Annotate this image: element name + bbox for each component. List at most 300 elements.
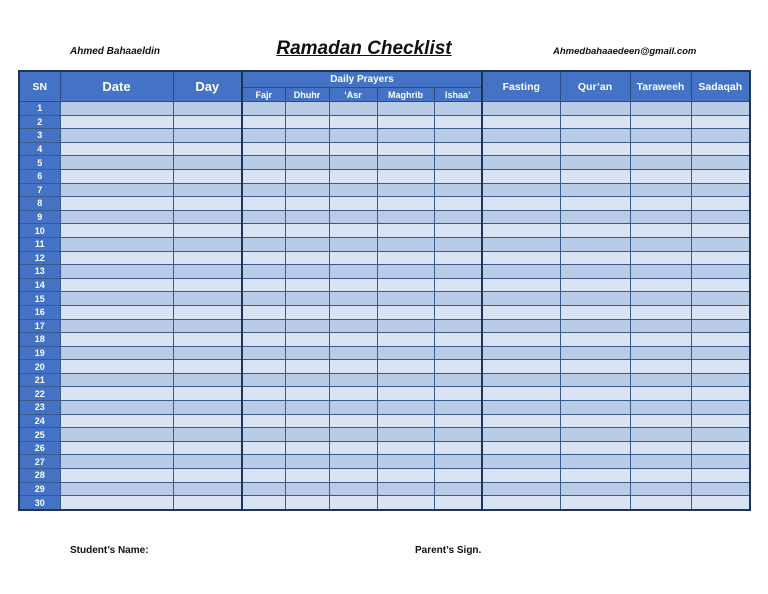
cell-fajr[interactable] [242, 360, 285, 374]
cell-date[interactable] [60, 237, 173, 251]
cell-maghrib[interactable] [377, 237, 434, 251]
cell-sadaqah[interactable] [691, 142, 750, 156]
cell-date[interactable] [60, 496, 173, 510]
cell-asr[interactable] [329, 319, 377, 333]
cell-fasting[interactable] [482, 401, 560, 415]
cell-dhuhr[interactable] [285, 129, 329, 143]
cell-day[interactable] [173, 237, 242, 251]
cell-dhuhr[interactable] [285, 496, 329, 510]
cell-maghrib[interactable] [377, 292, 434, 306]
cell-day[interactable] [173, 169, 242, 183]
cell-taraweeh[interactable] [630, 346, 691, 360]
cell-fasting[interactable] [482, 197, 560, 211]
cell-dhuhr[interactable] [285, 360, 329, 374]
cell-asr[interactable] [329, 251, 377, 265]
cell-asr[interactable] [329, 129, 377, 143]
cell-asr[interactable] [329, 428, 377, 442]
cell-quran[interactable] [560, 292, 630, 306]
cell-date[interactable] [60, 183, 173, 197]
cell-asr[interactable] [329, 183, 377, 197]
cell-day[interactable] [173, 346, 242, 360]
cell-maghrib[interactable] [377, 210, 434, 224]
cell-asr[interactable] [329, 496, 377, 510]
cell-maghrib[interactable] [377, 183, 434, 197]
cell-asr[interactable] [329, 401, 377, 415]
cell-date[interactable] [60, 278, 173, 292]
cell-date[interactable] [60, 142, 173, 156]
cell-quran[interactable] [560, 129, 630, 143]
cell-date[interactable] [60, 428, 173, 442]
cell-dhuhr[interactable] [285, 115, 329, 129]
cell-fajr[interactable] [242, 441, 285, 455]
cell-fajr[interactable] [242, 428, 285, 442]
cell-fajr[interactable] [242, 496, 285, 510]
cell-sadaqah[interactable] [691, 428, 750, 442]
cell-fasting[interactable] [482, 183, 560, 197]
cell-quran[interactable] [560, 496, 630, 510]
cell-quran[interactable] [560, 183, 630, 197]
cell-maghrib[interactable] [377, 401, 434, 415]
cell-maghrib[interactable] [377, 482, 434, 496]
cell-fajr[interactable] [242, 305, 285, 319]
cell-dhuhr[interactable] [285, 387, 329, 401]
cell-taraweeh[interactable] [630, 428, 691, 442]
cell-sadaqah[interactable] [691, 278, 750, 292]
cell-dhuhr[interactable] [285, 251, 329, 265]
cell-taraweeh[interactable] [630, 183, 691, 197]
cell-quran[interactable] [560, 305, 630, 319]
cell-asr[interactable] [329, 292, 377, 306]
cell-sadaqah[interactable] [691, 210, 750, 224]
cell-dhuhr[interactable] [285, 210, 329, 224]
cell-taraweeh[interactable] [630, 469, 691, 483]
cell-sadaqah[interactable] [691, 373, 750, 387]
cell-day[interactable] [173, 387, 242, 401]
cell-dhuhr[interactable] [285, 428, 329, 442]
cell-taraweeh[interactable] [630, 333, 691, 347]
cell-sadaqah[interactable] [691, 237, 750, 251]
cell-maghrib[interactable] [377, 319, 434, 333]
cell-ishaa[interactable] [434, 183, 482, 197]
cell-fasting[interactable] [482, 251, 560, 265]
cell-dhuhr[interactable] [285, 292, 329, 306]
cell-ishaa[interactable] [434, 224, 482, 238]
cell-taraweeh[interactable] [630, 482, 691, 496]
cell-maghrib[interactable] [377, 496, 434, 510]
cell-dhuhr[interactable] [285, 469, 329, 483]
cell-quran[interactable] [560, 142, 630, 156]
cell-ishaa[interactable] [434, 292, 482, 306]
cell-date[interactable] [60, 441, 173, 455]
cell-fajr[interactable] [242, 319, 285, 333]
cell-asr[interactable] [329, 469, 377, 483]
cell-sadaqah[interactable] [691, 292, 750, 306]
cell-day[interactable] [173, 265, 242, 279]
cell-fasting[interactable] [482, 387, 560, 401]
cell-fajr[interactable] [242, 224, 285, 238]
cell-ishaa[interactable] [434, 115, 482, 129]
cell-fajr[interactable] [242, 129, 285, 143]
cell-dhuhr[interactable] [285, 401, 329, 415]
cell-ishaa[interactable] [434, 251, 482, 265]
cell-dhuhr[interactable] [285, 441, 329, 455]
cell-day[interactable] [173, 333, 242, 347]
cell-taraweeh[interactable] [630, 292, 691, 306]
cell-taraweeh[interactable] [630, 441, 691, 455]
cell-maghrib[interactable] [377, 142, 434, 156]
cell-fasting[interactable] [482, 305, 560, 319]
cell-quran[interactable] [560, 387, 630, 401]
cell-maghrib[interactable] [377, 278, 434, 292]
cell-ishaa[interactable] [434, 237, 482, 251]
cell-fajr[interactable] [242, 346, 285, 360]
cell-quran[interactable] [560, 428, 630, 442]
cell-dhuhr[interactable] [285, 319, 329, 333]
cell-taraweeh[interactable] [630, 142, 691, 156]
cell-fajr[interactable] [242, 210, 285, 224]
cell-sadaqah[interactable] [691, 414, 750, 428]
cell-quran[interactable] [560, 278, 630, 292]
cell-maghrib[interactable] [377, 251, 434, 265]
cell-date[interactable] [60, 360, 173, 374]
cell-ishaa[interactable] [434, 496, 482, 510]
cell-sadaqah[interactable] [691, 265, 750, 279]
cell-ishaa[interactable] [434, 333, 482, 347]
cell-maghrib[interactable] [377, 360, 434, 374]
cell-fasting[interactable] [482, 360, 560, 374]
cell-taraweeh[interactable] [630, 251, 691, 265]
cell-ishaa[interactable] [434, 102, 482, 116]
cell-quran[interactable] [560, 469, 630, 483]
cell-fajr[interactable] [242, 482, 285, 496]
cell-asr[interactable] [329, 237, 377, 251]
cell-fasting[interactable] [482, 102, 560, 116]
cell-asr[interactable] [329, 455, 377, 469]
cell-maghrib[interactable] [377, 115, 434, 129]
cell-taraweeh[interactable] [630, 387, 691, 401]
cell-date[interactable] [60, 115, 173, 129]
cell-fajr[interactable] [242, 237, 285, 251]
cell-ishaa[interactable] [434, 142, 482, 156]
cell-day[interactable] [173, 183, 242, 197]
cell-asr[interactable] [329, 115, 377, 129]
cell-fasting[interactable] [482, 292, 560, 306]
cell-date[interactable] [60, 251, 173, 265]
cell-quran[interactable] [560, 414, 630, 428]
cell-maghrib[interactable] [377, 373, 434, 387]
cell-maghrib[interactable] [377, 441, 434, 455]
cell-quran[interactable] [560, 156, 630, 170]
cell-sadaqah[interactable] [691, 455, 750, 469]
cell-asr[interactable] [329, 102, 377, 116]
cell-dhuhr[interactable] [285, 305, 329, 319]
cell-quran[interactable] [560, 319, 630, 333]
cell-sadaqah[interactable] [691, 251, 750, 265]
cell-date[interactable] [60, 414, 173, 428]
cell-asr[interactable] [329, 346, 377, 360]
cell-date[interactable] [60, 224, 173, 238]
cell-ishaa[interactable] [434, 469, 482, 483]
cell-day[interactable] [173, 401, 242, 415]
cell-sadaqah[interactable] [691, 305, 750, 319]
cell-fasting[interactable] [482, 373, 560, 387]
cell-asr[interactable] [329, 387, 377, 401]
cell-taraweeh[interactable] [630, 401, 691, 415]
cell-sadaqah[interactable] [691, 156, 750, 170]
cell-dhuhr[interactable] [285, 224, 329, 238]
cell-sadaqah[interactable] [691, 482, 750, 496]
cell-day[interactable] [173, 224, 242, 238]
cell-quran[interactable] [560, 455, 630, 469]
cell-sadaqah[interactable] [691, 169, 750, 183]
cell-day[interactable] [173, 278, 242, 292]
cell-asr[interactable] [329, 305, 377, 319]
cell-sadaqah[interactable] [691, 197, 750, 211]
cell-maghrib[interactable] [377, 156, 434, 170]
cell-fasting[interactable] [482, 469, 560, 483]
cell-taraweeh[interactable] [630, 169, 691, 183]
cell-quran[interactable] [560, 441, 630, 455]
cell-quran[interactable] [560, 197, 630, 211]
cell-day[interactable] [173, 441, 242, 455]
cell-quran[interactable] [560, 265, 630, 279]
cell-quran[interactable] [560, 237, 630, 251]
cell-fajr[interactable] [242, 469, 285, 483]
cell-ishaa[interactable] [434, 387, 482, 401]
cell-ishaa[interactable] [434, 319, 482, 333]
cell-sadaqah[interactable] [691, 183, 750, 197]
cell-fasting[interactable] [482, 278, 560, 292]
cell-day[interactable] [173, 469, 242, 483]
cell-dhuhr[interactable] [285, 237, 329, 251]
cell-quran[interactable] [560, 210, 630, 224]
cell-date[interactable] [60, 333, 173, 347]
cell-date[interactable] [60, 169, 173, 183]
cell-fajr[interactable] [242, 278, 285, 292]
cell-fasting[interactable] [482, 333, 560, 347]
cell-day[interactable] [173, 129, 242, 143]
cell-date[interactable] [60, 373, 173, 387]
cell-date[interactable] [60, 129, 173, 143]
cell-fajr[interactable] [242, 197, 285, 211]
cell-maghrib[interactable] [377, 129, 434, 143]
cell-ishaa[interactable] [434, 482, 482, 496]
cell-maghrib[interactable] [377, 469, 434, 483]
cell-taraweeh[interactable] [630, 197, 691, 211]
cell-taraweeh[interactable] [630, 129, 691, 143]
cell-quran[interactable] [560, 251, 630, 265]
cell-fasting[interactable] [482, 142, 560, 156]
cell-fasting[interactable] [482, 115, 560, 129]
cell-asr[interactable] [329, 441, 377, 455]
cell-fajr[interactable] [242, 142, 285, 156]
cell-day[interactable] [173, 210, 242, 224]
cell-day[interactable] [173, 102, 242, 116]
cell-date[interactable] [60, 210, 173, 224]
cell-fasting[interactable] [482, 441, 560, 455]
cell-ishaa[interactable] [434, 278, 482, 292]
cell-fajr[interactable] [242, 156, 285, 170]
cell-day[interactable] [173, 428, 242, 442]
cell-taraweeh[interactable] [630, 265, 691, 279]
cell-ishaa[interactable] [434, 373, 482, 387]
cell-maghrib[interactable] [377, 305, 434, 319]
cell-fajr[interactable] [242, 414, 285, 428]
cell-fasting[interactable] [482, 129, 560, 143]
cell-date[interactable] [60, 265, 173, 279]
cell-asr[interactable] [329, 278, 377, 292]
cell-sadaqah[interactable] [691, 319, 750, 333]
cell-dhuhr[interactable] [285, 333, 329, 347]
cell-quran[interactable] [560, 115, 630, 129]
cell-day[interactable] [173, 142, 242, 156]
cell-asr[interactable] [329, 156, 377, 170]
cell-taraweeh[interactable] [630, 360, 691, 374]
cell-dhuhr[interactable] [285, 102, 329, 116]
cell-fasting[interactable] [482, 319, 560, 333]
cell-fajr[interactable] [242, 183, 285, 197]
cell-dhuhr[interactable] [285, 183, 329, 197]
cell-day[interactable] [173, 197, 242, 211]
cell-date[interactable] [60, 469, 173, 483]
cell-date[interactable] [60, 346, 173, 360]
cell-ishaa[interactable] [434, 360, 482, 374]
cell-asr[interactable] [329, 265, 377, 279]
cell-maghrib[interactable] [377, 387, 434, 401]
cell-dhuhr[interactable] [285, 346, 329, 360]
cell-taraweeh[interactable] [630, 455, 691, 469]
cell-fajr[interactable] [242, 292, 285, 306]
cell-dhuhr[interactable] [285, 414, 329, 428]
cell-sadaqah[interactable] [691, 115, 750, 129]
cell-fajr[interactable] [242, 102, 285, 116]
cell-date[interactable] [60, 292, 173, 306]
cell-sadaqah[interactable] [691, 469, 750, 483]
cell-fasting[interactable] [482, 224, 560, 238]
cell-fasting[interactable] [482, 156, 560, 170]
cell-maghrib[interactable] [377, 333, 434, 347]
cell-day[interactable] [173, 360, 242, 374]
cell-day[interactable] [173, 482, 242, 496]
cell-date[interactable] [60, 387, 173, 401]
cell-dhuhr[interactable] [285, 482, 329, 496]
cell-date[interactable] [60, 197, 173, 211]
cell-fajr[interactable] [242, 455, 285, 469]
cell-day[interactable] [173, 496, 242, 510]
cell-sadaqah[interactable] [691, 387, 750, 401]
cell-ishaa[interactable] [434, 210, 482, 224]
cell-date[interactable] [60, 455, 173, 469]
cell-taraweeh[interactable] [630, 224, 691, 238]
cell-ishaa[interactable] [434, 428, 482, 442]
cell-asr[interactable] [329, 224, 377, 238]
cell-dhuhr[interactable] [285, 156, 329, 170]
cell-day[interactable] [173, 292, 242, 306]
cell-taraweeh[interactable] [630, 237, 691, 251]
cell-taraweeh[interactable] [630, 210, 691, 224]
cell-asr[interactable] [329, 142, 377, 156]
cell-maghrib[interactable] [377, 265, 434, 279]
cell-date[interactable] [60, 401, 173, 415]
cell-maghrib[interactable] [377, 428, 434, 442]
cell-taraweeh[interactable] [630, 278, 691, 292]
cell-quran[interactable] [560, 169, 630, 183]
cell-day[interactable] [173, 414, 242, 428]
cell-day[interactable] [173, 156, 242, 170]
cell-sadaqah[interactable] [691, 441, 750, 455]
cell-asr[interactable] [329, 414, 377, 428]
cell-ishaa[interactable] [434, 441, 482, 455]
cell-ishaa[interactable] [434, 346, 482, 360]
cell-fasting[interactable] [482, 455, 560, 469]
cell-date[interactable] [60, 319, 173, 333]
cell-quran[interactable] [560, 373, 630, 387]
cell-sadaqah[interactable] [691, 102, 750, 116]
cell-sadaqah[interactable] [691, 360, 750, 374]
cell-fasting[interactable] [482, 482, 560, 496]
cell-fasting[interactable] [482, 210, 560, 224]
cell-asr[interactable] [329, 210, 377, 224]
cell-asr[interactable] [329, 197, 377, 211]
cell-dhuhr[interactable] [285, 142, 329, 156]
cell-asr[interactable] [329, 482, 377, 496]
cell-dhuhr[interactable] [285, 197, 329, 211]
cell-day[interactable] [173, 373, 242, 387]
cell-taraweeh[interactable] [630, 102, 691, 116]
cell-taraweeh[interactable] [630, 115, 691, 129]
cell-fajr[interactable] [242, 265, 285, 279]
cell-ishaa[interactable] [434, 414, 482, 428]
cell-fasting[interactable] [482, 414, 560, 428]
cell-asr[interactable] [329, 169, 377, 183]
cell-ishaa[interactable] [434, 197, 482, 211]
cell-sadaqah[interactable] [691, 333, 750, 347]
cell-ishaa[interactable] [434, 265, 482, 279]
cell-fasting[interactable] [482, 265, 560, 279]
cell-taraweeh[interactable] [630, 373, 691, 387]
cell-date[interactable] [60, 156, 173, 170]
cell-taraweeh[interactable] [630, 496, 691, 510]
cell-dhuhr[interactable] [285, 278, 329, 292]
cell-day[interactable] [173, 305, 242, 319]
cell-sadaqah[interactable] [691, 129, 750, 143]
cell-quran[interactable] [560, 224, 630, 238]
cell-dhuhr[interactable] [285, 265, 329, 279]
cell-fasting[interactable] [482, 496, 560, 510]
cell-date[interactable] [60, 102, 173, 116]
cell-dhuhr[interactable] [285, 455, 329, 469]
cell-day[interactable] [173, 251, 242, 265]
cell-day[interactable] [173, 115, 242, 129]
cell-fajr[interactable] [242, 251, 285, 265]
cell-quran[interactable] [560, 401, 630, 415]
cell-quran[interactable] [560, 482, 630, 496]
cell-fajr[interactable] [242, 169, 285, 183]
cell-dhuhr[interactable] [285, 373, 329, 387]
cell-sadaqah[interactable] [691, 346, 750, 360]
cell-fajr[interactable] [242, 115, 285, 129]
cell-asr[interactable] [329, 360, 377, 374]
cell-sadaqah[interactable] [691, 401, 750, 415]
cell-fasting[interactable] [482, 428, 560, 442]
cell-fajr[interactable] [242, 387, 285, 401]
cell-maghrib[interactable] [377, 224, 434, 238]
cell-maghrib[interactable] [377, 455, 434, 469]
cell-quran[interactable] [560, 333, 630, 347]
cell-quran[interactable] [560, 102, 630, 116]
cell-fajr[interactable] [242, 401, 285, 415]
cell-maghrib[interactable] [377, 197, 434, 211]
